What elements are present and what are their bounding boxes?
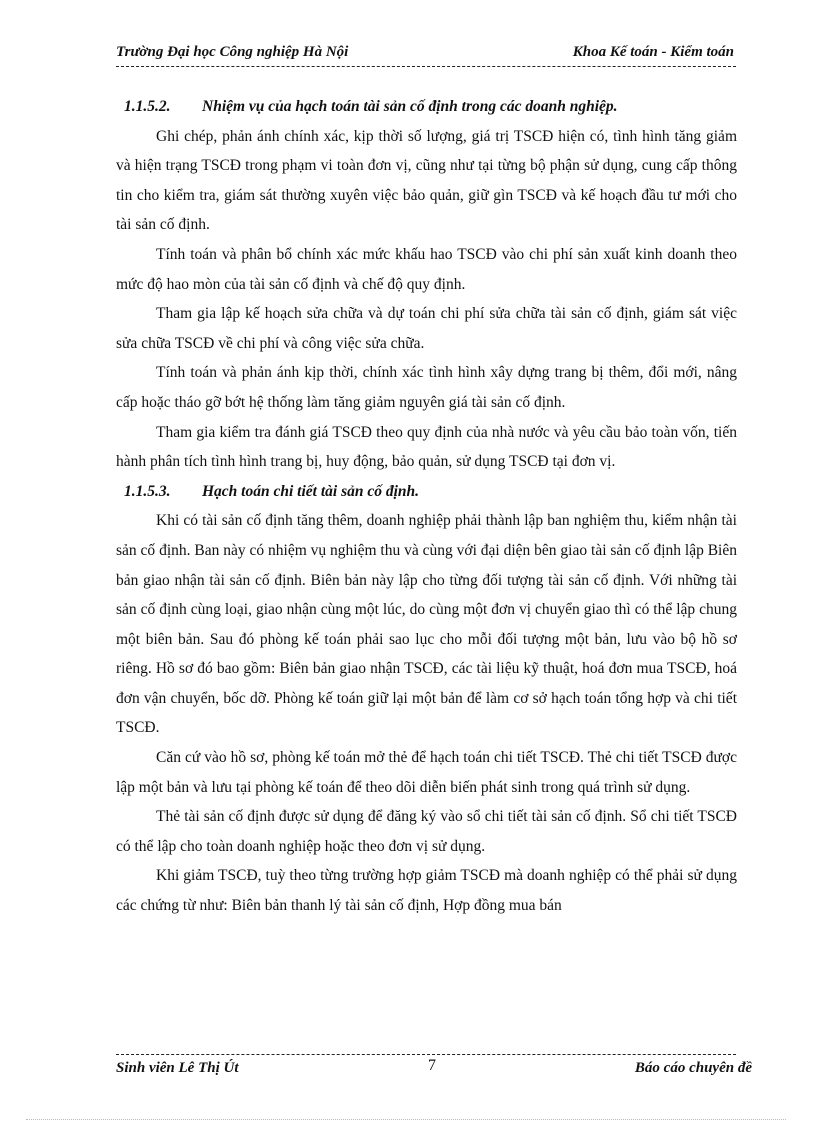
page-number: 7 — [428, 1057, 436, 1074]
page-header — [116, 44, 734, 66]
paragraph: Thẻ tài sản cố định được sử dụng để đăng ký vào sổ chi tiết tài sản cố định. Sổ chi tiết TSCĐ có thể lập cho toàn doanh nghiệp hoặc theo đơn vị sử dụng. — [116, 808, 737, 855]
section-number-1: 1.1.5.2. — [124, 98, 171, 115]
header-department: Khoa Kế toán - Kiểm toán — [572, 44, 734, 60]
page-footer — [116, 1057, 752, 1082]
paragraph: Tham gia lập kế hoạch sửa chữa và dự toán chi phí sửa chữa tài sản cố định, giám sát việc sửa chữa TSCĐ về chi phí và công việc sửa chữa. — [116, 305, 737, 352]
page-bottom-divider — [26, 1119, 786, 1120]
paragraph: Ghi chép, phản ánh chính xác, kịp thời số lượng, giá trị TSCĐ hiện có, tình hình tăng giảm và hiện trạng TSCĐ trong phạm vi toàn đơn vị, cũng như tại từng bộ phận sử dụng, cung cấp thông tin cho kiểm tra, giám sát thường xuyên việc bảo quản, giữ gìn TSCĐ và kế hoạch đầu tư mới cho tài sản cố định. — [116, 127, 737, 234]
paragraph: Tính toán và phản ánh kịp thời, chính xác tình hình xây dựng trang bị thêm, đổi mới, nâng cấp hoặc tháo gỡ bớt hệ thống làm tăng giảm nguyên giá tài sản cố định. — [116, 364, 737, 411]
section-heading-1 — [116, 92, 737, 122]
paragraph: Tham gia kiểm tra đánh giá TSCĐ theo quy định của nhà nước và yêu cầu bảo toàn vốn, tiến hành phân tích tình hình trang bị, huy động, bảo quản, sử dụng TSCĐ tại đơn vị. — [116, 423, 737, 471]
section-title-2: Hạch toán chi tiết tài sản cố định. — [202, 482, 420, 500]
header-rule — [116, 66, 736, 67]
paragraph: Căn cứ vào hồ sơ, phòng kế toán mở thẻ để hạch toán chi tiết TSCĐ. Thẻ chi tiết TSCĐ được lập một bản và lưu tại phòng kế toán để theo dõi diễn biến phát sinh trong quá trình sử dụng. — [116, 749, 737, 796]
footer-report-type: Báo cáo chuyên đề — [634, 1060, 752, 1076]
footer-student: Sinh viên Lê Thị Út — [116, 1060, 239, 1076]
footer-rule — [116, 1054, 736, 1055]
document-body — [116, 92, 737, 921]
header-school: Trường Đại học Công nghiệp Hà Nội — [116, 44, 349, 60]
paragraph: Khi có tài sản cố định tăng thêm, doanh nghiệp phải thành lập ban nghiệm thu, kiểm nhận tài sản cố định. Ban này có nhiệm vụ nghiệm thu và cùng với đại diện bên giao tài sản cố định lập Biên bản giao nhận tài sản cố định. Biên bản này lập cho từng đối tượng tài sản cố định. Với những tài sản cố định cùng loại, giao nhận cùng một lúc, do cùng một đơn vị chuyển giao thì có thể lập chung một biên bản. Sau đó phòng kế toán phải sao lục cho mỗi đối tượng một bản, lưu vào bộ hồ sơ riêng. Hồ sơ đó bao gồm: Biên bản giao nhận TSCĐ, các tài liệu kỹ thuật, hoá đơn mua TSCĐ, hoá đơn vận chuyển, bốc dỡ. Phòng kế toán giữ lại một bản để làm cơ sở hạch toán tổng hợp và chi tiết TSCĐ. — [116, 512, 737, 737]
section-number-2: 1.1.5.3. — [124, 482, 171, 500]
section-title-1: Nhiệm vụ của hạch toán tài sản cố định trong các doanh nghiệp. — [202, 98, 618, 115]
paragraph: Tính toán và phân bổ chính xác mức khấu hao TSCĐ vào chi phí sản xuất kinh doanh theo mức độ hao mòn của tài sản cố định và chế độ quy định. — [116, 245, 737, 293]
section-heading-2 — [116, 477, 737, 507]
paragraph: Khi giảm TSCĐ, tuỳ theo từng trường hợp giảm TSCĐ mà doanh nghiệp có thể phải sử dụng các chứng từ như: Biên bản thanh lý tài sản cố định, Hợp đồng mua bán — [116, 867, 737, 915]
